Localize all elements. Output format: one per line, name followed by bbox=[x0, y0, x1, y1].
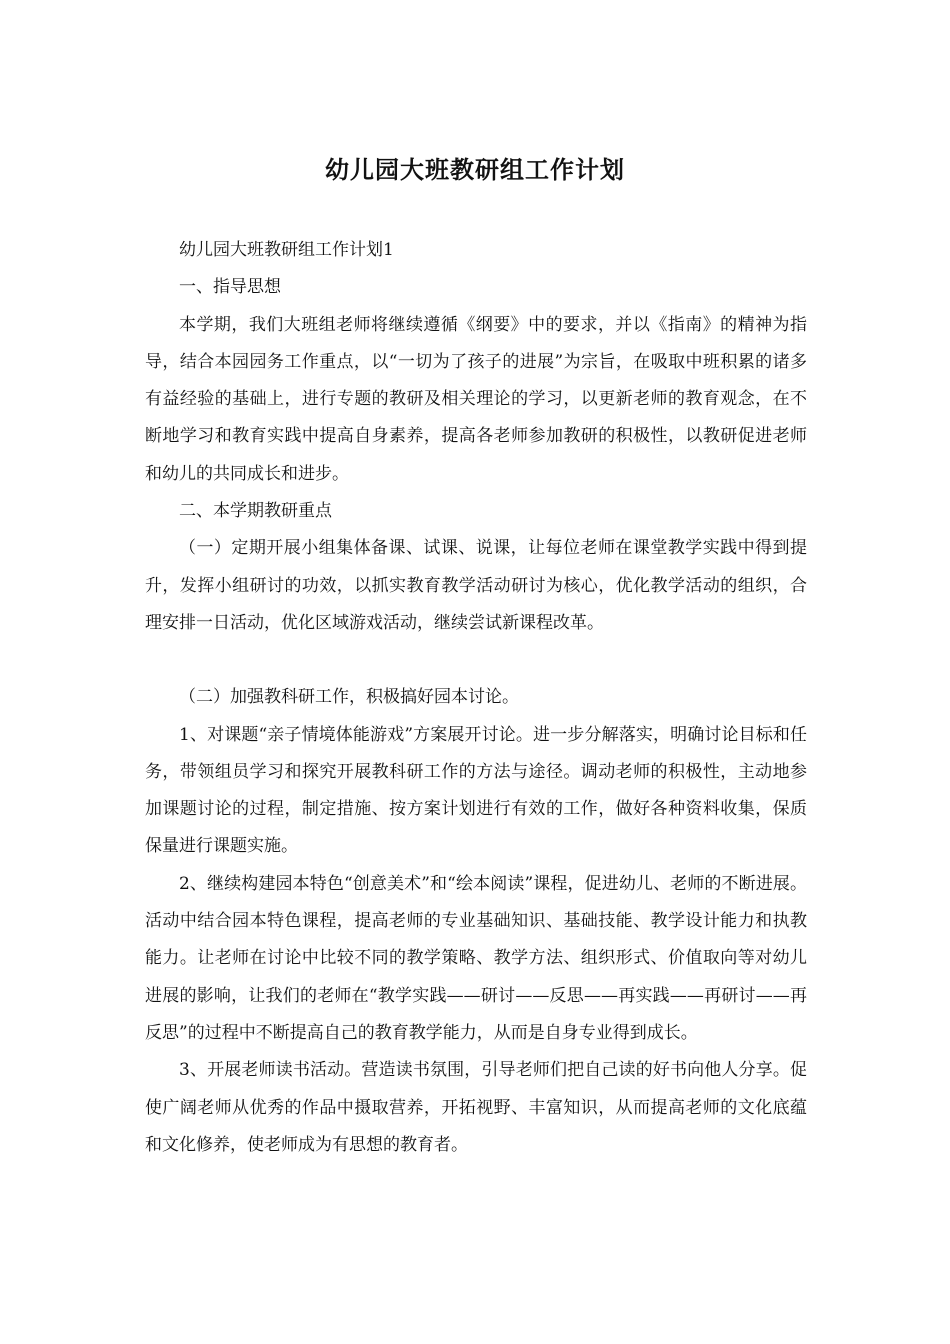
paragraph-guiding-ideology: 本学期，我们大班组老师将继续遵循《纲要》中的要求，并以《指南》的精神为指导，结合本园园务工作重点，以“一切为了孩子的进展”为宗旨，在吸取中班积累的诸多有益经验的基础上，进行专题的教研及相关理论的学习，以更新老师的教育观念，在不断地学习和教育实践中提高自身素养，提高各老师参加教研的积极性，以教研促进老师和幼儿的共同成长和进步。 bbox=[145, 314, 807, 484]
section-heading-guiding-ideology: 一、指导思想 bbox=[179, 277, 281, 298]
plan-subtitle: 幼儿园大班教研组工作计划1 bbox=[179, 240, 394, 260]
section-heading-research-focus: 二、本学期教研重点 bbox=[179, 501, 332, 522]
paragraph-focus-2: （二）加强教科研工作，积极搞好园本讨论。 bbox=[179, 687, 519, 708]
paragraph-item-3: 3、开展老师读书活动。营造读书氛围，引导老师们把自己读的好书向他人分享。促使广阔老师从优秀的作品中摄取营养，开拓视野、丰富知识，从而提高老师的文化底蕴和文化修养，使老师成为有思想的教育者。 bbox=[145, 1060, 807, 1155]
paragraph-item-1: 1、对课题“亲子情境体能游戏”方案展开讨论。进一步分解落实，明确讨论目标和任务，带领组员学习和探究开展教科研工作的方法与途径。调动老师的积极性，主动地参加课题讨论的过程，制定措施、按方案计划进行有效的工作，做好各种资料收集，保质保量进行课题实施。 bbox=[145, 724, 807, 857]
paragraph-item-2: 2、继续构建园本特色“创意美术”和“绘本阅读”课程，促进幼儿、老师的不断进展。活动中结合园本特色课程，提高老师的专业基础知识、基础技能、教学设计能力和执教能力。让老师在讨论中比较不同的教学策略、教学方法、组织形式、价值取向等对幼儿进展的影响，让我们的老师在“教学实践——研讨——反思——再实践——再研讨——再反思”的过程中不断提高自己的教育教学能力，从而是自身专业得到成长。 bbox=[145, 873, 807, 1043]
document-title: 幼儿园大班教研组工作计划 bbox=[325, 156, 625, 184]
paragraph-focus-1: （一）定期开展小组集体备课、试课、说课，让每位老师在课堂教学实践中得到提升，发挥小组研讨的功效，以抓实教育教学活动研讨为核心，优化教学活动的组织，合理安排一日活动，优化区域游戏活动，继续尝试新课程改革。 bbox=[145, 538, 807, 633]
document-body bbox=[145, 232, 807, 1164]
